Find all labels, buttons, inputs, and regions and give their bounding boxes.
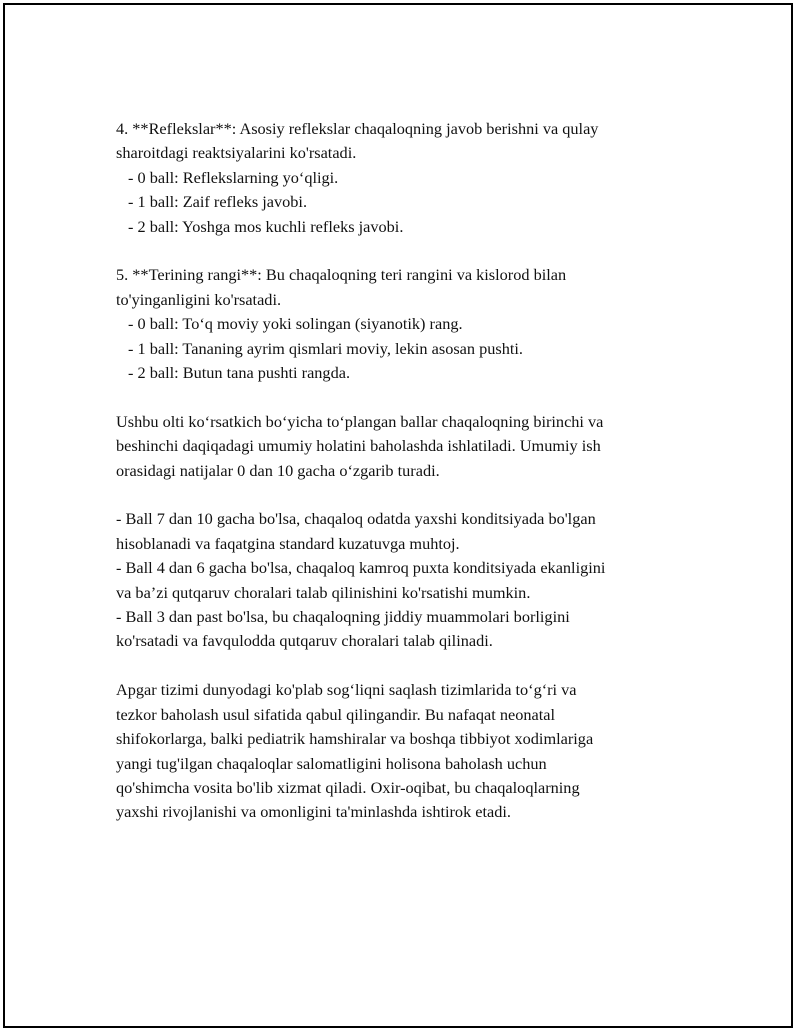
- conclusion-line-4: yangi tug'ilgan chaqaloqlar salomatligini holisona baholash uchun: [116, 753, 547, 773]
- reflexes-score-0: - 0 ball: Reflekslarning yo‘qligi.: [128, 167, 339, 187]
- range-line-5: - Ball 3 dan past bo'lsa, bu chaqaloqning jiddiy muammolari borligini: [116, 607, 570, 627]
- reflexes-score-2: - 2 ball: Yoshga mos kuchli refleks javobi.: [128, 216, 404, 236]
- conclusion-line-6: yaxshi rivojlanishi va omonligini ta'minlashda ishtirok etadi.: [116, 802, 511, 822]
- skin-color-heading-line-2: to'yinganligini ko'rsatadi.: [116, 289, 282, 309]
- conclusion-line-5: qo'shimcha vosita bo'lib xizmat qiladi. Oxir-oqibat, bu chaqaloqlarning: [116, 777, 580, 797]
- conclusion-line-3: shifokorlarga, balki pediatrik hamshiralar va boshqa tibbiyot xodimlariga: [116, 729, 594, 749]
- reflexes-heading-line-2: sharoitdagi reaktsiyalarini ko'rsatadi.: [116, 143, 357, 163]
- paragraph-gap: [116, 654, 696, 678]
- summary-line-1: Ushbu olti ko‘rsatkich bo‘yicha to‘plangan ballar chaqaloqning birinchi va: [116, 411, 604, 431]
- skin-color-heading-line-1: 5. **Terining rangi**: Bu chaqaloqning teri rangini va kislorod bilan: [116, 265, 567, 285]
- range-line-3: - Ball 4 dan 6 gacha bo'lsa, chaqaloq kamroq puxta konditsiyada ekanligini: [116, 558, 606, 578]
- conclusion-line-2: tezkor baholash usul sifatida qabul qilingandir. Bu nafaqat neonatal: [116, 704, 556, 724]
- reflexes-section: [116, 117, 696, 239]
- range-line-4: va ba’zi qutqaruv choralari talab qilinishini ko'rsatishi mumkin.: [116, 582, 531, 602]
- score-ranges-list: [116, 507, 696, 653]
- summary-line-2: beshinchi daqiqadagi umumiy holatini baholashda ishlatiladi. Umumiy ish: [116, 436, 601, 456]
- summary-paragraph: [116, 410, 696, 483]
- conclusion-paragraph: [116, 678, 696, 824]
- paragraph-gap: [116, 239, 696, 263]
- range-line-6: ko'rsatadi va favqulodda qutqaruv choralari talab qilinadi.: [116, 631, 493, 651]
- skin-color-section: [116, 263, 696, 385]
- range-line-2: hisoblanadi va faqatgina standard kuzatuvga muhtoj.: [116, 533, 460, 553]
- range-line-1: - Ball 7 dan 10 gacha bo'lsa, chaqaloq odatda yaxshi konditsiyada bo'lgan: [116, 509, 596, 529]
- document-body: [116, 117, 696, 825]
- paragraph-gap: [116, 483, 696, 507]
- skin-color-score-1: - 1 ball: Tananing ayrim qismlari moviy, lekin asosan pushti.: [128, 338, 523, 358]
- reflexes-heading-line-1: 4. **Reflekslar**: Asosiy reflekslar chaqaloqning javob berishni va qulay: [116, 119, 599, 138]
- reflexes-score-1: - 1 ball: Zaif refleks javobi.: [128, 192, 308, 212]
- skin-color-score-0: - 0 ball: To‘q moviy yoki solingan (siyanotik) rang.: [128, 314, 463, 334]
- conclusion-line-1: Apgar tizimi dunyodagi ko'plab sog‘liqni saqlash tizimlarida to‘g‘ri va: [116, 680, 577, 700]
- summary-line-3: orasidagi natijalar 0 dan 10 gacha o‘zgarib turadi.: [116, 460, 440, 480]
- paragraph-gap: [116, 385, 696, 409]
- skin-color-score-2: - 2 ball: Butun tana pushti rangda.: [128, 363, 351, 383]
